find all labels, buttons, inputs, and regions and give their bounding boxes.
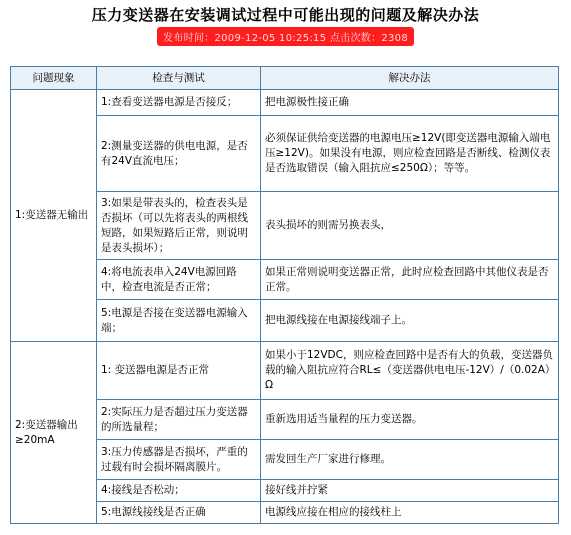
check-cell: 1: 变送器电源是否正常	[97, 342, 261, 400]
header-solution: 解决办法	[261, 67, 559, 90]
check-cell: 3:压力传感器是否损坏，严重的过载有时会损坏隔离膜片。	[97, 440, 261, 480]
solution-cell: 必须保证供给变送器的电源电压≥12V(即变送器电源输入端电压≥12V)。如果没有电源，则应检查回路是否断线、检测仪表是否选取错误（输入阻抗应≤250Ω）；等等。	[261, 116, 559, 192]
check-cell: 1:查看变送器电源是否接反；	[97, 90, 261, 116]
check-cell: 2:测量变送器的供电电源，是否有24V直流电压；	[97, 116, 261, 192]
check-cell: 5:电源是否接在变送器电源输入端；	[97, 300, 261, 342]
table-row	[11, 90, 559, 116]
solution-cell: 如果小于12VDC，则应检查回路中是否有大的负载，变送器负载的输入阻抗应符合RL≤（变送器供电电压-12V）/（0.02A）Ω	[261, 342, 559, 400]
check-cell: 4:将电流表串入24V电源回路中，检查电流是否正常；	[97, 260, 261, 300]
solution-cell: 需发回生产厂家进行修理。	[261, 440, 559, 480]
check-cell: 3:如果是带表头的，检查表头是否损坏（可以先将表头的两根线短路，如果短路后正常，则说明是表头损坏）；	[97, 192, 261, 260]
check-cell: 2:实际压力是否超过压力变送器的所选量程；	[97, 400, 261, 440]
solution-cell: 如果正常则说明变送器正常，此时应检查回路中其他仪表是否正常。	[261, 260, 559, 300]
problem-cell: 2:变送器输出≥20mA	[11, 342, 97, 524]
table-header-row	[11, 67, 559, 90]
table-row	[11, 342, 559, 400]
solution-cell: 电源线应接在相应的接线柱上	[261, 502, 559, 524]
publish-info-banner: 发布时间：2009-12-05 10:25:15 点击次数：2308	[157, 27, 414, 46]
problem-cell: 1:变送器无输出	[11, 90, 97, 342]
header-check: 检查与测试	[97, 67, 261, 90]
check-cell: 5:电源线接线是否正确	[97, 502, 261, 524]
document-title: 压力变送器在安装调试过程中可能出现的问题及解决办法	[91, 6, 480, 24]
check-cell: 4:接线是否松动；	[97, 480, 261, 502]
troubleshooting-table	[10, 66, 559, 524]
solution-cell: 把电源极性接正确	[261, 90, 559, 116]
solution-cell: 把电源线接在电源接线端子上。	[261, 300, 559, 342]
header-problem: 问题现象	[11, 67, 97, 90]
solution-cell: 接好线并拧紧	[261, 480, 559, 502]
solution-cell: 重新选用适当量程的压力变送器。	[261, 400, 559, 440]
solution-cell: 表头损坏的则需另换表头，	[261, 192, 559, 260]
